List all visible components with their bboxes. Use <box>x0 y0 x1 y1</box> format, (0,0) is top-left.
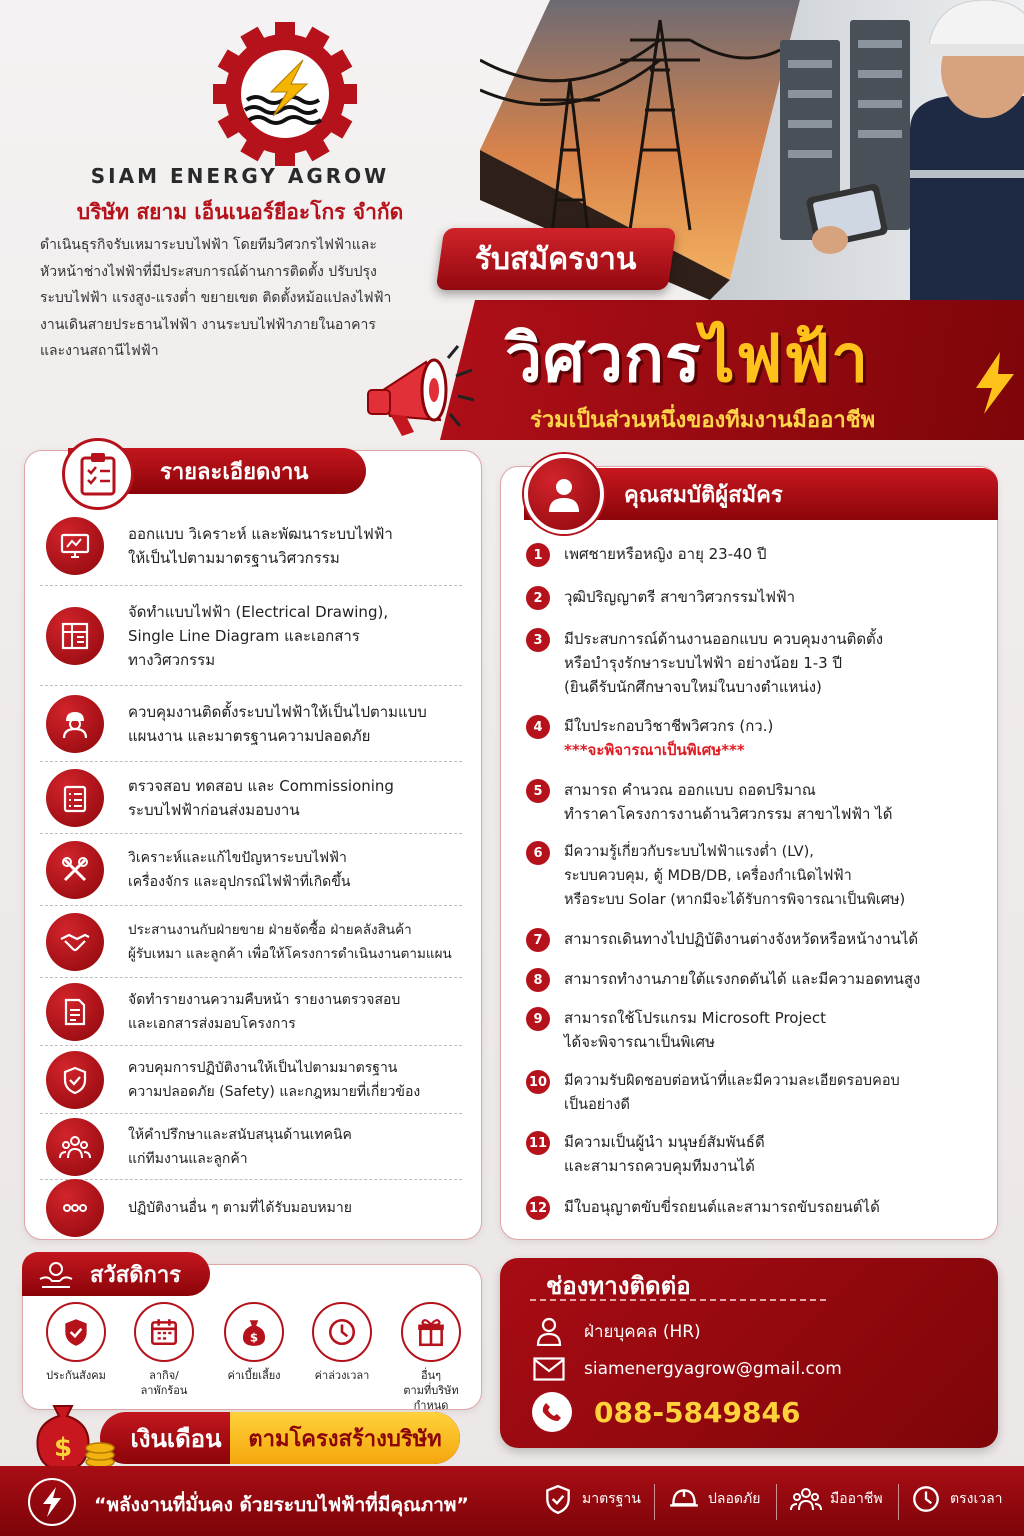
contact-phone-text[interactable]: 088-5849846 <box>594 1395 801 1429</box>
contact-heading: ช่องทางติดต่อ <box>546 1272 691 1300</box>
qualification-item <box>526 585 986 610</box>
divider <box>654 1484 655 1520</box>
engineer-icon <box>46 695 104 753</box>
footer-slogan: “พลังงานที่มั่นคง ด้วยระบบไฟฟ้าที่มีคุณภาพ” <box>94 1494 469 1516</box>
job-item-text: ให้คำปรึกษาและสนับสนุนด้านเทคนิค แก่ทีมงานและลูกค้า <box>128 1126 352 1167</box>
qualification-note: ***จะพิจารณาเป็นพิเศษ*** <box>564 741 745 759</box>
job-item <box>40 1114 462 1180</box>
qualification-text: มีความเป็นผู้นำ มนุษย์สัมพันธ์ดี และสามารถควบคุมทีมงานได้ <box>564 1133 765 1175</box>
contact-phone[interactable] <box>532 1392 800 1432</box>
benefit-label: อื่นๆ ตามที่บริษัทกำหนด <box>403 1369 459 1412</box>
job-details-heading: รายละเอียดงาน <box>68 448 366 494</box>
qualification-number: 1 <box>526 543 550 567</box>
phone-icon <box>532 1392 572 1432</box>
qualification-item <box>526 840 986 912</box>
clock-icon <box>910 1482 942 1516</box>
qualification-number: 6 <box>526 841 550 865</box>
svg-text:$: $ <box>53 1433 73 1463</box>
blueprint-icon <box>46 607 104 665</box>
qualification-item <box>526 1130 986 1178</box>
benefit-label: ประกันสังคม <box>46 1369 106 1382</box>
shield-check-icon <box>46 1302 106 1362</box>
qualification-item <box>526 778 986 826</box>
divider <box>776 1484 777 1520</box>
hero-photo <box>480 0 1024 350</box>
qualification-item <box>526 627 986 699</box>
design-monitor-icon <box>46 517 104 575</box>
svg-text:$: $ <box>249 1330 259 1345</box>
company-logo <box>170 22 400 172</box>
qualification-text: สามารถทำงานภายใต้แรงกดดันได้ และมีความอดทนสูง <box>564 970 921 988</box>
team-icon <box>790 1482 822 1516</box>
job-item-text: ควบคุมงานติดตั้งระบบไฟฟ้าให้เป็นไปตามแบบ แผนงาน และมาตรฐานความปลอดภัย <box>128 702 427 745</box>
calendar-icon <box>134 1302 194 1362</box>
job-item-text: ปฏิบัติงานอื่น ๆ ตามที่ได้รับมอบหมาย <box>128 1200 352 1216</box>
qualification-text: สามารถ คำนวณ ออกแบบ ถอดปริมาณ ทำราคาโครงการงานด้านวิศวกรรม สาขาไฟฟ้า ได้ <box>564 781 893 823</box>
user-icon <box>524 454 604 534</box>
tools-icon <box>46 841 104 899</box>
qualification-number: 3 <box>526 628 550 652</box>
team-icon <box>46 1118 104 1176</box>
footer-tag-label: ปลอดภัย <box>708 1491 761 1507</box>
footer-tag-safety <box>668 1482 760 1516</box>
salary-value: ตามโครงสร้างบริษัท <box>230 1412 460 1464</box>
benefit-item <box>210 1302 298 1383</box>
qualification-number: 4 <box>526 715 550 739</box>
qualification-item <box>526 1195 986 1220</box>
helmet-icon <box>668 1482 700 1516</box>
qualification-text: วุฒิปริญญาตรี สาขาวิศวกรรมไฟฟ้า <box>564 588 796 606</box>
job-item-text: ประสานงานกับฝ่ายขาย ฝ่ายจัดซื้อ ฝ่ายคลังสินค้า ผู้รับเหมา และลูกค้า เพื่อให้โครงการดำเนินงานตามแผน <box>128 921 452 962</box>
qualification-number: 9 <box>526 1007 550 1031</box>
qualification-text: มีใบอนุญาตขับขี่รถยนต์และสามารถขับรถยนต์ได้ <box>564 1198 880 1216</box>
qualification-text: เพศชายหรือหญิง อายุ 23-40 ปี <box>564 545 767 563</box>
qualification-item <box>526 714 986 762</box>
job-item <box>40 1180 462 1236</box>
clipboard-icon <box>62 438 134 510</box>
benefit-item <box>387 1302 475 1413</box>
benefit-label: ลากิจ/ ลาพักร้อน <box>140 1369 188 1397</box>
qualification-item <box>526 967 986 992</box>
job-title <box>505 306 869 411</box>
footer-tag-standard <box>542 1482 641 1516</box>
footer-tag-punctual <box>910 1482 1003 1516</box>
job-item-text: ตรวจสอบ ทดสอบ และ Commissioning ระบบไฟฟ้าก่อนส่งมอบงาน <box>128 776 394 819</box>
job-item-text: จัดทำแบบไฟฟ้า (Electrical Drawing), Single Line Diagram และเอกสาร ทางวิศวกรรม <box>128 602 389 669</box>
job-item <box>40 906 462 978</box>
benefits-heading: สวัสดิการ <box>22 1252 210 1296</box>
qualification-number: 5 <box>526 779 550 803</box>
hero-subtitle: ร่วมเป็นส่วนหนึ่งของทีมงานมืออาชีพ <box>530 408 876 433</box>
qualification-number: 7 <box>526 928 550 952</box>
qualification-item <box>526 1069 986 1117</box>
lightning-icon <box>970 352 1018 414</box>
salary-banner <box>100 1412 460 1464</box>
job-item <box>40 978 462 1046</box>
shield-check-icon <box>542 1482 574 1516</box>
qualification-text: มีใบประกอบวิชาชีพวิศวกร (กว.) <box>564 717 774 735</box>
clock-icon <box>312 1302 372 1362</box>
contact-email-text[interactable]: siamenergyagrow@gmail.com <box>584 1359 842 1379</box>
money-bag-icon <box>224 1302 284 1362</box>
qualification-item <box>526 542 986 567</box>
qualification-item <box>526 1006 986 1054</box>
job-item-text: วิเคราะห์และแก้ไขปัญหาระบบไฟฟ้า เครื่องจักร และอุปกรณ์ไฟฟ้าที่เกิดขึ้น <box>128 849 351 890</box>
job-item <box>40 834 462 906</box>
benefit-item <box>32 1302 120 1383</box>
job-item <box>40 586 462 686</box>
shield-check-icon <box>46 1051 104 1109</box>
handshake-icon <box>46 913 104 971</box>
qualification-number: 11 <box>526 1131 550 1155</box>
hiring-badge <box>436 228 677 290</box>
qualification-text: มีความรับผิดชอบต่อหน้าที่และมีความละเอียดรอบคอบ เป็นอย่างดี <box>564 1073 900 1113</box>
money-bag-icon <box>30 1400 116 1472</box>
job-item-text: ควบคุมการปฏิบัติงานให้เป็นไปตามมาตรฐาน ความปลอดภัย (Safety) และกฎหมายที่เกี่ยวข้อง <box>128 1059 421 1100</box>
job-item <box>40 1046 462 1114</box>
qualification-text: สามารถใช้โปรแกรม Microsoft Project ได้จะพิจารณาเป็นพิเศษ <box>564 1009 826 1051</box>
footer-tag-label: ตรงเวลา <box>950 1491 1003 1507</box>
megaphone-icon <box>362 340 482 440</box>
more-icon <box>46 1179 104 1237</box>
benefit-item <box>298 1302 386 1383</box>
job-item <box>40 686 462 762</box>
benefit-item <box>120 1302 208 1398</box>
qualification-number: 2 <box>526 586 550 610</box>
job-item-text: จัดทำรายงานความคืบหน้า รายงานตรวจสอบ และเอกสารส่งมอบโครงการ <box>128 991 401 1032</box>
qualification-item <box>526 927 986 952</box>
gift-icon <box>401 1302 461 1362</box>
job-title-part2: ไฟฟ้า <box>701 320 870 397</box>
contact-department <box>532 1314 701 1348</box>
benefit-label: ค่าล่วงเวลา <box>314 1369 370 1382</box>
qualification-text: มีความรู้เกี่ยวกับระบบไฟฟ้าแรงต่ำ (LV), ระบบควบคุม, ตู้ MDB/DB, เครื่องกำเนิดไฟฟ้า หรือระบบ Solar (หากมีจะได้รับการพิจารณาเป็นพิเศษ) <box>564 844 906 908</box>
person-icon <box>532 1314 566 1348</box>
footer-tag-label: มาตรฐาน <box>582 1491 641 1507</box>
footer-tag-label: มืออาชีพ <box>830 1491 883 1507</box>
divider <box>530 1299 826 1301</box>
salary-label: เงินเดือน <box>130 1424 222 1453</box>
lightning-icon <box>28 1478 76 1526</box>
company-intro: ดำเนินธุรกิจรับเหมาระบบไฟฟ้า โดยทีมวิศวกรไฟฟ้าและ หัวหน้าช่างไฟฟ้าที่มีประสบการณ์ด้านการติดตั้ง ปรับปรุง ระบบไฟฟ้า แรงสูง-แรงต่ำ ขยายเขต ติดตั้งหม้อแปลงไฟฟ้า งานเดินสายประธานไฟฟ้า งานระบบไฟฟ้าภายในอาคาร และงานสถานีไฟฟ้า <box>40 237 392 359</box>
divider <box>898 1484 899 1520</box>
report-icon <box>46 983 104 1041</box>
company-name-en: SIAM ENERGY AGROW <box>90 164 390 188</box>
qualification-number: 12 <box>526 1196 550 1220</box>
footer-tag-professional <box>790 1482 883 1516</box>
job-title-part1: วิศวกร <box>505 320 702 397</box>
company-name-th: บริษัท สยาม เอ็นเนอร์ยีอะโกร จำกัด <box>76 200 404 224</box>
job-item <box>40 506 462 586</box>
qualification-number: 8 <box>526 968 550 992</box>
contact-department-text: ฝ่ายบุคคล (HR) <box>584 1321 701 1342</box>
qualifications-heading: คุณสมบัติผู้สมัคร <box>524 468 998 520</box>
qualification-number: 10 <box>526 1070 550 1094</box>
job-item <box>40 762 462 834</box>
qualification-text: สามารถเดินทางไปปฏิบัติงานต่างจังหวัดหรือหน้างานได้ <box>564 930 919 948</box>
care-hands-icon <box>38 1257 74 1291</box>
hiring-label: รับสมัครงาน <box>475 241 637 277</box>
qualification-text: มีประสบการณ์ด้านงานออกแบบ ควบคุมงานติดตั้ง หรือบำรุงรักษาระบบไฟฟ้า อย่างน้อย 1-3 ปี (ยินดีรับนักศึกษาจบใหม่ในบางตำแหน่ง) <box>564 630 884 696</box>
contact-email[interactable] <box>532 1352 842 1386</box>
mail-icon <box>532 1352 566 1386</box>
benefit-label: ค่าเบี้ยเลี้ยง <box>227 1369 281 1382</box>
job-item-text: ออกแบบ วิเคราะห์ และพัฒนาระบบไฟฟ้า ให้เป็นไปตามมาตรฐานวิศวกรรม <box>128 524 393 567</box>
checklist-icon <box>46 769 104 827</box>
